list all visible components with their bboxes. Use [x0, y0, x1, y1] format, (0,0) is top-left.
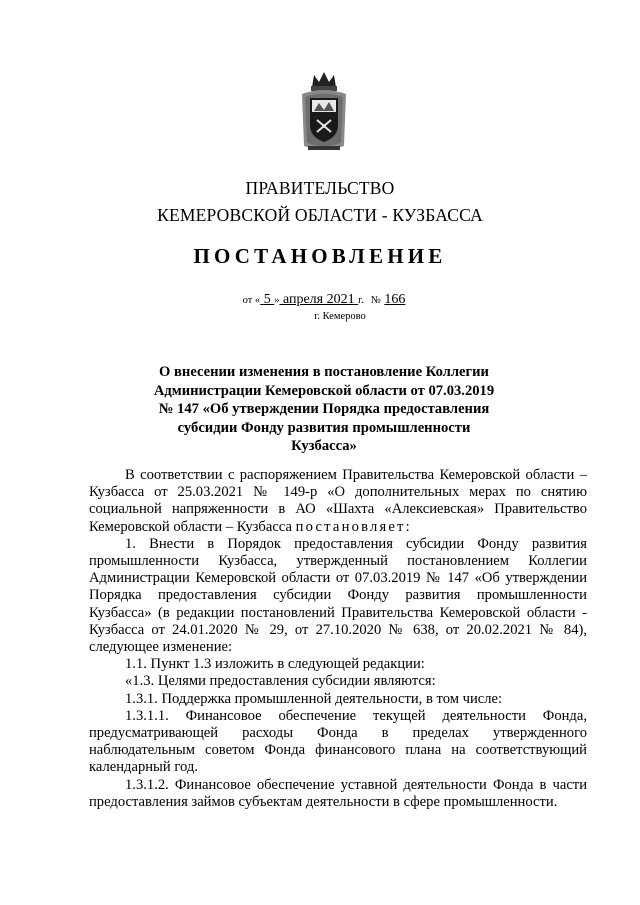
document-date-line: [0, 292, 640, 308]
date-day: 5: [263, 292, 271, 307]
government-name-line2: КЕМЕРОВСКОЙ ОБЛАСТИ - КУЗБАССА: [157, 205, 483, 225]
document-type-heading: ПОСТАНОВЛЕНИЕ: [193, 244, 447, 268]
coat-of-arms-icon: [299, 70, 349, 154]
year-suffix: г.: [358, 295, 364, 306]
date-prefix: от «: [242, 295, 261, 306]
date-month-year: апреля 2021: [282, 292, 355, 307]
body-paragraph: 1. Внести в Порядок предоставления субсидии Фонду развития промышленности Кузбасса, утвержденный постановлением Коллегии Администрации Кемеровской области от 07.03.2019 № 147 «Об утверждении Порядка предоставления субсидии Фонду развития промышленности Кузбасса» (в редакции постановлений Правительства Кемеровской области - Кузбасса от 24.01.2020 № 29, от 27.10.2020 № 638, от 20.02.2021 № 84), следующее изменение:: [89, 535, 587, 656]
document-body: [89, 467, 587, 811]
body-paragraph: «1.3. Целями предоставления субсидии являются:: [125, 673, 436, 690]
document-title: [150, 363, 498, 456]
title-line: № 147 «Об утверждении Порядка предоставления: [158, 401, 490, 418]
document-number: 166: [384, 292, 406, 307]
title-line: субсидии Фонду развития промышленности Кузбасса»: [177, 419, 471, 455]
body-paragraph: 1.3.1.2. Финансовое обеспечение уставной деятельности Фонда в части предоставления займов субъектам деятельности в сфере промышленности.: [89, 776, 587, 810]
date-quote-close: »: [274, 295, 280, 306]
government-name-line1: ПРАВИТЕЛЬСТВО: [245, 178, 395, 198]
title-line: О внесении изменения в постановление Коллегии: [159, 364, 489, 380]
body-paragraph: 1.1. Пункт 1.3 изложить в следующей редакции:: [125, 656, 425, 673]
city-name: г. Кемерово: [314, 311, 366, 322]
body-paragraph: 1.3.1. Поддержка промышленной деятельности, в том числе:: [125, 690, 503, 707]
decree-word: постановляет:: [295, 518, 412, 535]
number-sign: №: [370, 295, 381, 306]
title-line: Администрации Кемеровской области от 07.03.2019: [153, 382, 495, 399]
body-paragraph: 1.3.1.1. Финансовое обеспечение текущей деятельности Фонда, предусматривающей расходы Фонда в пределах утвержденного наблюдательным советом Фонда финансового плана на соответствующий календарный год.: [89, 707, 587, 776]
body-paragraph: В соответствии с распоряжением Правительства Кемеровской области – Кузбасса от 25.03.2021 № 149-р «О дополнительных мерах по снятию социальной напряженности в АО «Шахта «Алексиевская» Правительство Кемеровской области – Кузбасса постановляет:: [89, 467, 587, 535]
